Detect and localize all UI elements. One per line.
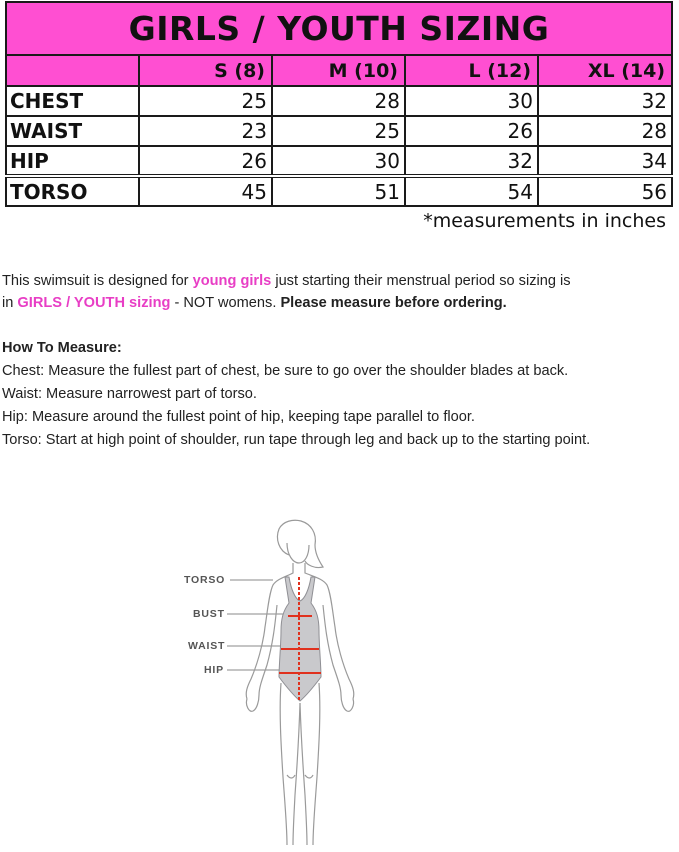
sizing-description xyxy=(2,270,674,314)
measurement-unit-note: *measurements in inches xyxy=(423,210,666,232)
table-cell: 30 xyxy=(272,146,405,176)
table-cell: 54 xyxy=(405,176,538,206)
table-cell: 28 xyxy=(272,86,405,116)
label-torso: TORSO xyxy=(184,574,226,586)
column-header-s: S (8) xyxy=(139,55,272,86)
label-hip: HIP xyxy=(204,664,224,676)
instruction-chest: Chest: Measure the fullest part of chest, be sure to go over the shoulder blades at back. xyxy=(2,363,569,379)
table-cell: 45 xyxy=(139,176,272,206)
label-leaders xyxy=(227,580,287,670)
table-row-waist xyxy=(6,116,672,146)
table-row-chest xyxy=(6,86,672,116)
table-cell: 25 xyxy=(139,86,272,116)
how-to-measure xyxy=(2,337,679,452)
row-label: HIP xyxy=(6,146,139,176)
row-label: WAIST xyxy=(6,116,139,146)
column-header-l: L (12) xyxy=(405,55,538,86)
measure-warning: Please measure before ordering. xyxy=(280,295,507,311)
table-cell: 25 xyxy=(272,116,405,146)
table-cell: 23 xyxy=(139,116,272,146)
row-label: CHEST xyxy=(6,86,139,116)
highlight-youth-sizing: GIRLS / YOUTH sizing xyxy=(17,295,171,311)
instruction-waist: Waist: Measure narrowest part of torso. xyxy=(2,386,257,402)
table-cell: 51 xyxy=(272,176,405,206)
label-bust: BUST xyxy=(193,608,225,620)
text-span: just starting their menstrual period so sizing is xyxy=(271,273,571,289)
column-header-m: M (10) xyxy=(272,55,405,86)
body-outline-illustration xyxy=(175,515,395,852)
text-span: This swimsuit is designed for xyxy=(2,273,193,289)
table-cell: 32 xyxy=(405,146,538,176)
table-header-row xyxy=(6,55,672,86)
text-span: - NOT womens. xyxy=(170,295,281,311)
table-cell: 26 xyxy=(139,146,272,176)
table-cell: 26 xyxy=(405,116,538,146)
table-row-torso xyxy=(6,176,672,206)
description-line-1 xyxy=(2,270,674,292)
description-line-2 xyxy=(2,292,674,314)
highlight-young-girls: young girls xyxy=(192,273,272,289)
instruction-torso: Torso: Start at high point of shoulder, run tape through leg and back up to the starting point. xyxy=(2,432,591,448)
table-cell: 56 xyxy=(538,176,672,206)
table-row-hip xyxy=(6,146,672,176)
row-label: TORSO xyxy=(6,176,139,206)
size-chart-table xyxy=(5,1,673,207)
table-title: GIRLS / YOUTH SIZING xyxy=(6,2,672,55)
text-span: in xyxy=(2,295,18,311)
table-cell: 34 xyxy=(538,146,672,176)
column-header-xl: XL (14) xyxy=(538,55,672,86)
table-cell: 28 xyxy=(538,116,672,146)
table-cell: 32 xyxy=(538,86,672,116)
label-waist: WAIST xyxy=(188,640,226,652)
how-to-heading: How To Measure: xyxy=(2,340,122,356)
header-blank xyxy=(6,55,139,86)
measurement-figure xyxy=(175,515,395,852)
instruction-hip: Hip: Measure around the fullest point of hip, keeping tape parallel to floor. xyxy=(2,409,475,425)
table-cell: 30 xyxy=(405,86,538,116)
